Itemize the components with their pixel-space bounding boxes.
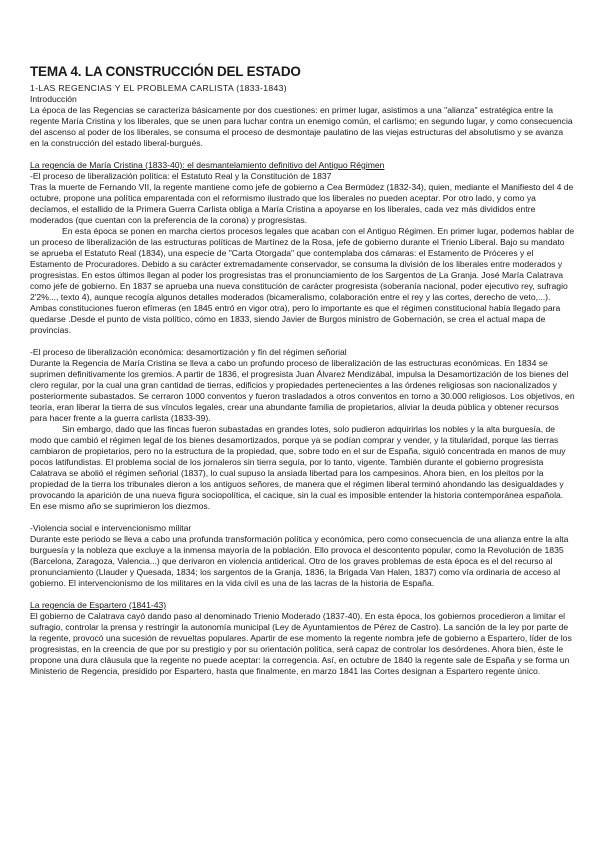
subsection-heading-economic: -El proceso de liberalización económica: desamortización y fin del régimen señorial	[30, 347, 347, 357]
section-heading-espartero: La regencia de Espartero (1841-43)	[30, 600, 167, 610]
paragraph: Sin embargo, dado que las fincas fueron subastadas en grandes lotes, solo pudieron adquirirlas los nobles y la alta burguesía, de modo que cambió el régimen legal de los bienes desamortizados, porque ya se podían comprar y vender, y la titularidad, porque las tierras cambiaron de propietarios, pero no la estructura de la propiedad, que, sobre todo en el sur de España, siguió concentrada en manos de muy pocos latifundistas. El problema social de los jornaleros sin tierra seguía, por lo tanto, vigente. También durante el gobierno progresista Calatrava se abolió el régimen señorial (1837), lo cual supuso la ansiada libertad para los campesinos. Ahora bien, en los pleitos por la propiedad de la tierra los tribunales dieron a los antiguos señores, de manera que el régimen liberal terminó ahondando las desigualdades y provocando la aparición de una nueva figura sociopolítica, el cacique, sin la cual es imposible entender la historia contemporánea española. En ese mismo año se suprimieron los diezmos.	[30, 424, 566, 511]
subsection-heading-political: -El proceso de liberalización política: el Estatuto Real y la Constitución de 1837	[30, 171, 332, 181]
subsection-heading-violence: -Violencia social e intervencionismo militar	[30, 523, 192, 533]
paragraph: Tras la muerte de Fernando VII, la regente mantiene como jefe de gobierno a Cea Bermúdez (1832-34), quien, mediante el Manifiesto del 4 de octubre, propone una política emparentada con el reformismo ilustrado que los liberales no pueden aceptar. Por otro lado, y como ya decíamos, el estallido de la Primera Guerra Carlista obliga a María Cristina a apoyarse en los liberales, cada vez más divididos entre moderados (que cuentan con la preferencia de la corona) y progresistas.	[30, 182, 574, 225]
paragraph: Durante la Regencia de María Cristina se lleva a cabo un profundo proceso de liberalización de las estructuras económicas. En 1834 se suprimen definitivamente los gremios. A partir de 1836, el progresista Juan Álvarez Mendizábal, impulsa la Desamortización de los bienes del clero regular, por la cual una gran cantidad de tierras, edificios y propiedades pertenecientes a las órdenes religiosas son nacionalizados y posteriormente subastados. Se cerraron 1000 conventos y fueron trasladados a otros conventos en torno a 30.000 religiosos. Los objetivos, en teoría, eran liberar la tierra de sus vínculos legales, crear una abundante familia de propietarios, aliviar la deuda pública y obtener recursos para hacer frente a la guerra carlista (1833-39).	[30, 358, 575, 423]
paragraph: El gobierno de Calatrava cayó dando paso al denominado Trienio Moderado (1837-40). En esta época, los gobiernos procedieron a limitar el sufragio, controlar la prensa y restringir la autonomía municipal (Ley de Ayuntamientos de Pérez de Castro). La sanción de la ley por parte de la regente, provocó una sucesión de revueltas populares. Apartir de ese momento la regente nombra jefe de gobierno a Espartero, líder de los progresistas, en la creencia de que por su prestigio y por su orientación política, será capaz de controlar los desórdenes. Ahora bien, éste le propone una dura cláusula que la regente no puede aceptar: la corregencia. Así, en octubre de 1840 la regente sale de España y se forma un Ministerio de Regencia, presidido por Espartero, hasta que finalmente, en marzo 1841 las Cortes designan a Espartero regente único.	[30, 611, 572, 676]
paragraph: Durante este periodo se lleva a cabo una profunda transformación política y económica, pero como consecuencia de una alianza entre la alta burguesía y la nobleza que excluye a la inmensa mayoría de la población. Ello provoca el descontento popular, como la Revolución de 1835 (Barcelona, Zaragoza, Valencia...) que derivaron en violencia antiderical. Otro de los graves problemas de esta época es el del recurso al pronunciamiento (Llauder y Quesada, 1834; los sargentos de la Granja, 1836, la Brigada Van Halen, 1837) como vía ordinaria de acceso al gobierno. El intervencionismo de los militares en la vida civil es una de las lacras de la historia de España.	[30, 534, 569, 588]
unit-subtitle: 1-LAS REGENCIAS Y EL PROBLEMA CARLISTA (1833-1843)	[30, 83, 287, 93]
intro-paragraph: La época de las Regencias se caracteriza básicamente por dos cuestiones: en primer lugar, asistimos a una "alianza" estratégica entre la regente María Cristina y los liberales, que se unen para luchar contra un enemigo común, el carlismo; en segundo lugar, y como consecuencia del ascenso al poder de los liberales, se consuma el proceso de desmontaje paulatino de las viejas estructuras del absolutismo y se avanza en la construcción del estado liberal-burgués.	[30, 105, 573, 148]
page-title: TEMA 4. LA CONSTRUCCIÓN DEL ESTADO	[30, 64, 301, 79]
paragraph: En esta época se ponen en marcha ciertos procesos legales que acaban con el Antiguo Régimen. En primer lugar, podemos hablar de un proceso de liberalización de las estructuras políticas de Martínez de la Rosa, jefe de gobierno durante el Trienio Liberal. Bajo su mandato se aprueba el Estatuto Real (1834), una especie de "Carta Otorgada" que contemplaba dos cámaras: el Estamento de Próceres y el Estamento de Procuradores. Debido a su carácter extremadamente conservador, se consuma la división de los liberales entre moderados y progresistas. En estos últimos llegan al poder los progresistas tras el pronunciamiento de los Sargentos de La Granja. José María Calatrava como jefe de gobierno. En 1837 se aprueba una nueva constitución de carácter progresista (soberanía nacional, poder ejecutivo rey, sufragio 2'2%..., texto 4), aunque recogía algunos detalles moderados (bicameralismo, colaboración entre el rey y las cortes, derecho de veto,...). Ambas constituciones fueron efímeras (en 1845 entró en vigor otra), pero lo importante es que el régimen constitucional había llegado para quedarse .Desde el punto de vista político, cómo en 1833, siendo Javier de Burgos ministro de Gobernación, se crea el actual mapa de provincias.	[30, 226, 575, 335]
document-page	[30, 64, 575, 677]
intro-heading: Introducción	[30, 94, 77, 104]
section-heading-maria-cristina: La regencia de María Cristina (1833-40): el desmantelamiento definitivo del Antiguo Régimen	[30, 160, 385, 170]
